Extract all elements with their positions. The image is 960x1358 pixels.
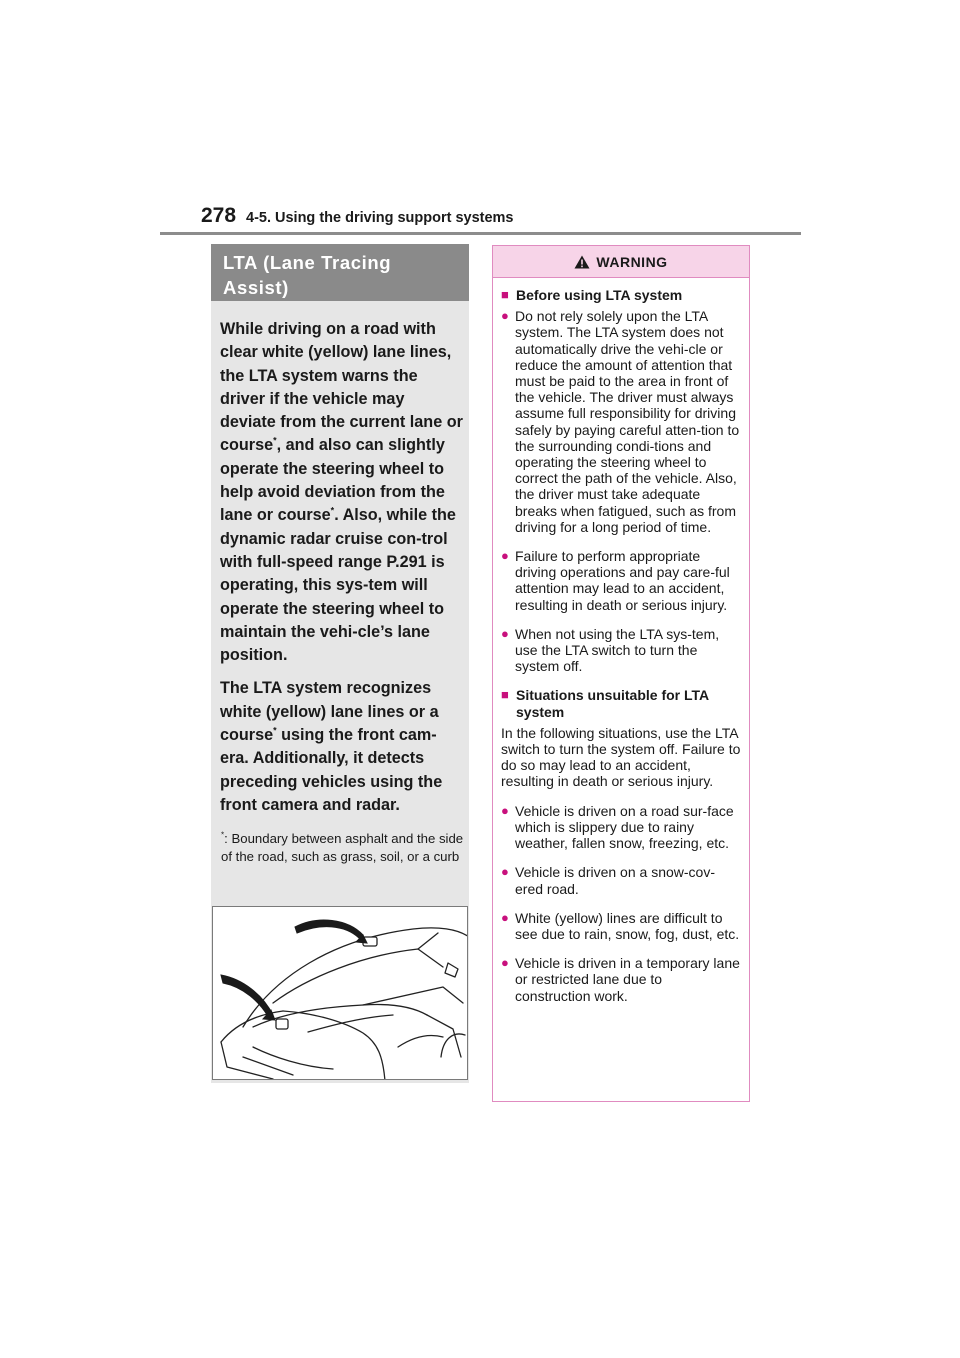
warning-triangle-icon [574, 255, 590, 269]
asterisk-mark: * [330, 505, 335, 516]
warning-bullet [501, 955, 741, 1004]
circle-bullet-icon: ● [501, 308, 509, 324]
intro-p1-part-b: , and also can slightly operate the steering wheel to help avoid deviation from the lane or course [220, 436, 445, 525]
footnote-text: : Boundary between asphalt and the side of the road, such as grass, soil, or a curb [221, 831, 464, 864]
warning-box [492, 245, 750, 1102]
warning-label: WARNING [596, 253, 668, 270]
warning-bullet [501, 864, 741, 896]
asterisk-mark: * [273, 436, 277, 447]
warning-paragraph: In the following situations, use the LTA switch to turn the system off. Failure to do so may lead to an accident, resulting in death or serious injury. [501, 724, 741, 790]
footnote-mark: * [221, 830, 225, 840]
warning-bullet-text: Vehicle is driven on a road sur-face which is slippery due to rainy weather, fallen snow, freezing, etc. [515, 802, 734, 852]
topic-title-line1: LTA (Lane Tracing [223, 252, 392, 273]
topic-title-line2: Assist) [223, 277, 289, 298]
pointer-arrows [221, 920, 367, 1020]
warning-bullet-text: Failure to perform appropriate driving operations and pay care-ful attention may lead to an accident, resulting in death or serious injury. [515, 548, 730, 613]
warning-bullet-text: When not using the LTA sys-tem, use the LTA switch to turn the system off. [515, 625, 720, 675]
warning-heading-2 [501, 687, 741, 719]
warning-header [493, 246, 749, 278]
car-illustration [212, 906, 468, 1080]
intro-p1-part-a: While driving on a road with clear white (yellow) lane lines, the LTA system warns the driver if the vehicle may deviate from the current lane or course [220, 320, 463, 455]
warning-body [493, 278, 749, 1004]
warning-heading-text: Situations unsuitable for LTA system [516, 687, 709, 720]
circle-bullet-icon: ● [501, 909, 509, 925]
circle-bullet-icon: ● [501, 955, 509, 971]
section-title: 4-5. Using the driving support systems [246, 210, 514, 226]
intro-p2-part-b: using the front cam-era. Additionally, it detects preceding vehicles using the front camera and radar. [220, 726, 443, 814]
circle-bullet-icon: ● [501, 864, 509, 880]
warning-bullet-text: Vehicle is driven on a snow-cov-ered road. [515, 864, 715, 897]
circle-bullet-icon: ● [501, 625, 509, 641]
square-bullet-icon: ■ [501, 287, 509, 302]
warning-bullet [501, 548, 741, 613]
warning-bullet [501, 803, 741, 852]
car-line-drawing [213, 907, 468, 1080]
topic-title [211, 244, 469, 301]
warning-heading-text: Before using LTA system [516, 287, 683, 303]
warning-heading-1 [501, 287, 741, 303]
warning-bullet-text: White (yellow) lines are difficult to see due to rain, snow, fog, dust, etc. [515, 909, 740, 942]
intro-p2-part-a: The LTA system recognizes white (yellow) lane lines or a course [220, 679, 439, 745]
intro-paragraph-1 [220, 318, 464, 667]
warning-bullet [501, 308, 741, 535]
intro-p1-part-c: . Also, while the dynamic radar cruise con-trol with full-speed range P.291 is operating, this sys-tem will operate the steering wheel to maintain the vehi-cle’s lane position. [220, 506, 456, 665]
circle-bullet-icon: ● [501, 802, 509, 818]
warning-bullet [501, 910, 741, 942]
intro-text [220, 318, 464, 827]
warning-bullet-text: Vehicle is driven in a temporary lane or restricted lane due to construction work. [515, 955, 740, 1004]
page-number: 278 [201, 204, 237, 227]
warning-bullet [501, 626, 741, 675]
intro-paragraph-2 [220, 677, 464, 817]
circle-bullet-icon: ● [501, 548, 509, 564]
radar-unit [276, 1019, 288, 1029]
warning-bullet-text: Do not rely solely upon the LTA system. The LTA system does not automatically drive the vehi-cle or reduce the amount of attention that must be paid to the area in front of the vehicle. The driver must always assume full responsibility for driving safely by paying careful atten-tion to the surrounding condi-tions and operating the steering wheel to correct the path of the vehicle. Also, the driver must take adequate breaks when fatigued, such as from driving for a long period of time. [515, 308, 740, 535]
header-rule [160, 232, 801, 235]
square-bullet-icon: ■ [501, 687, 509, 703]
footnote [221, 830, 465, 866]
asterisk-mark: * [273, 725, 277, 736]
